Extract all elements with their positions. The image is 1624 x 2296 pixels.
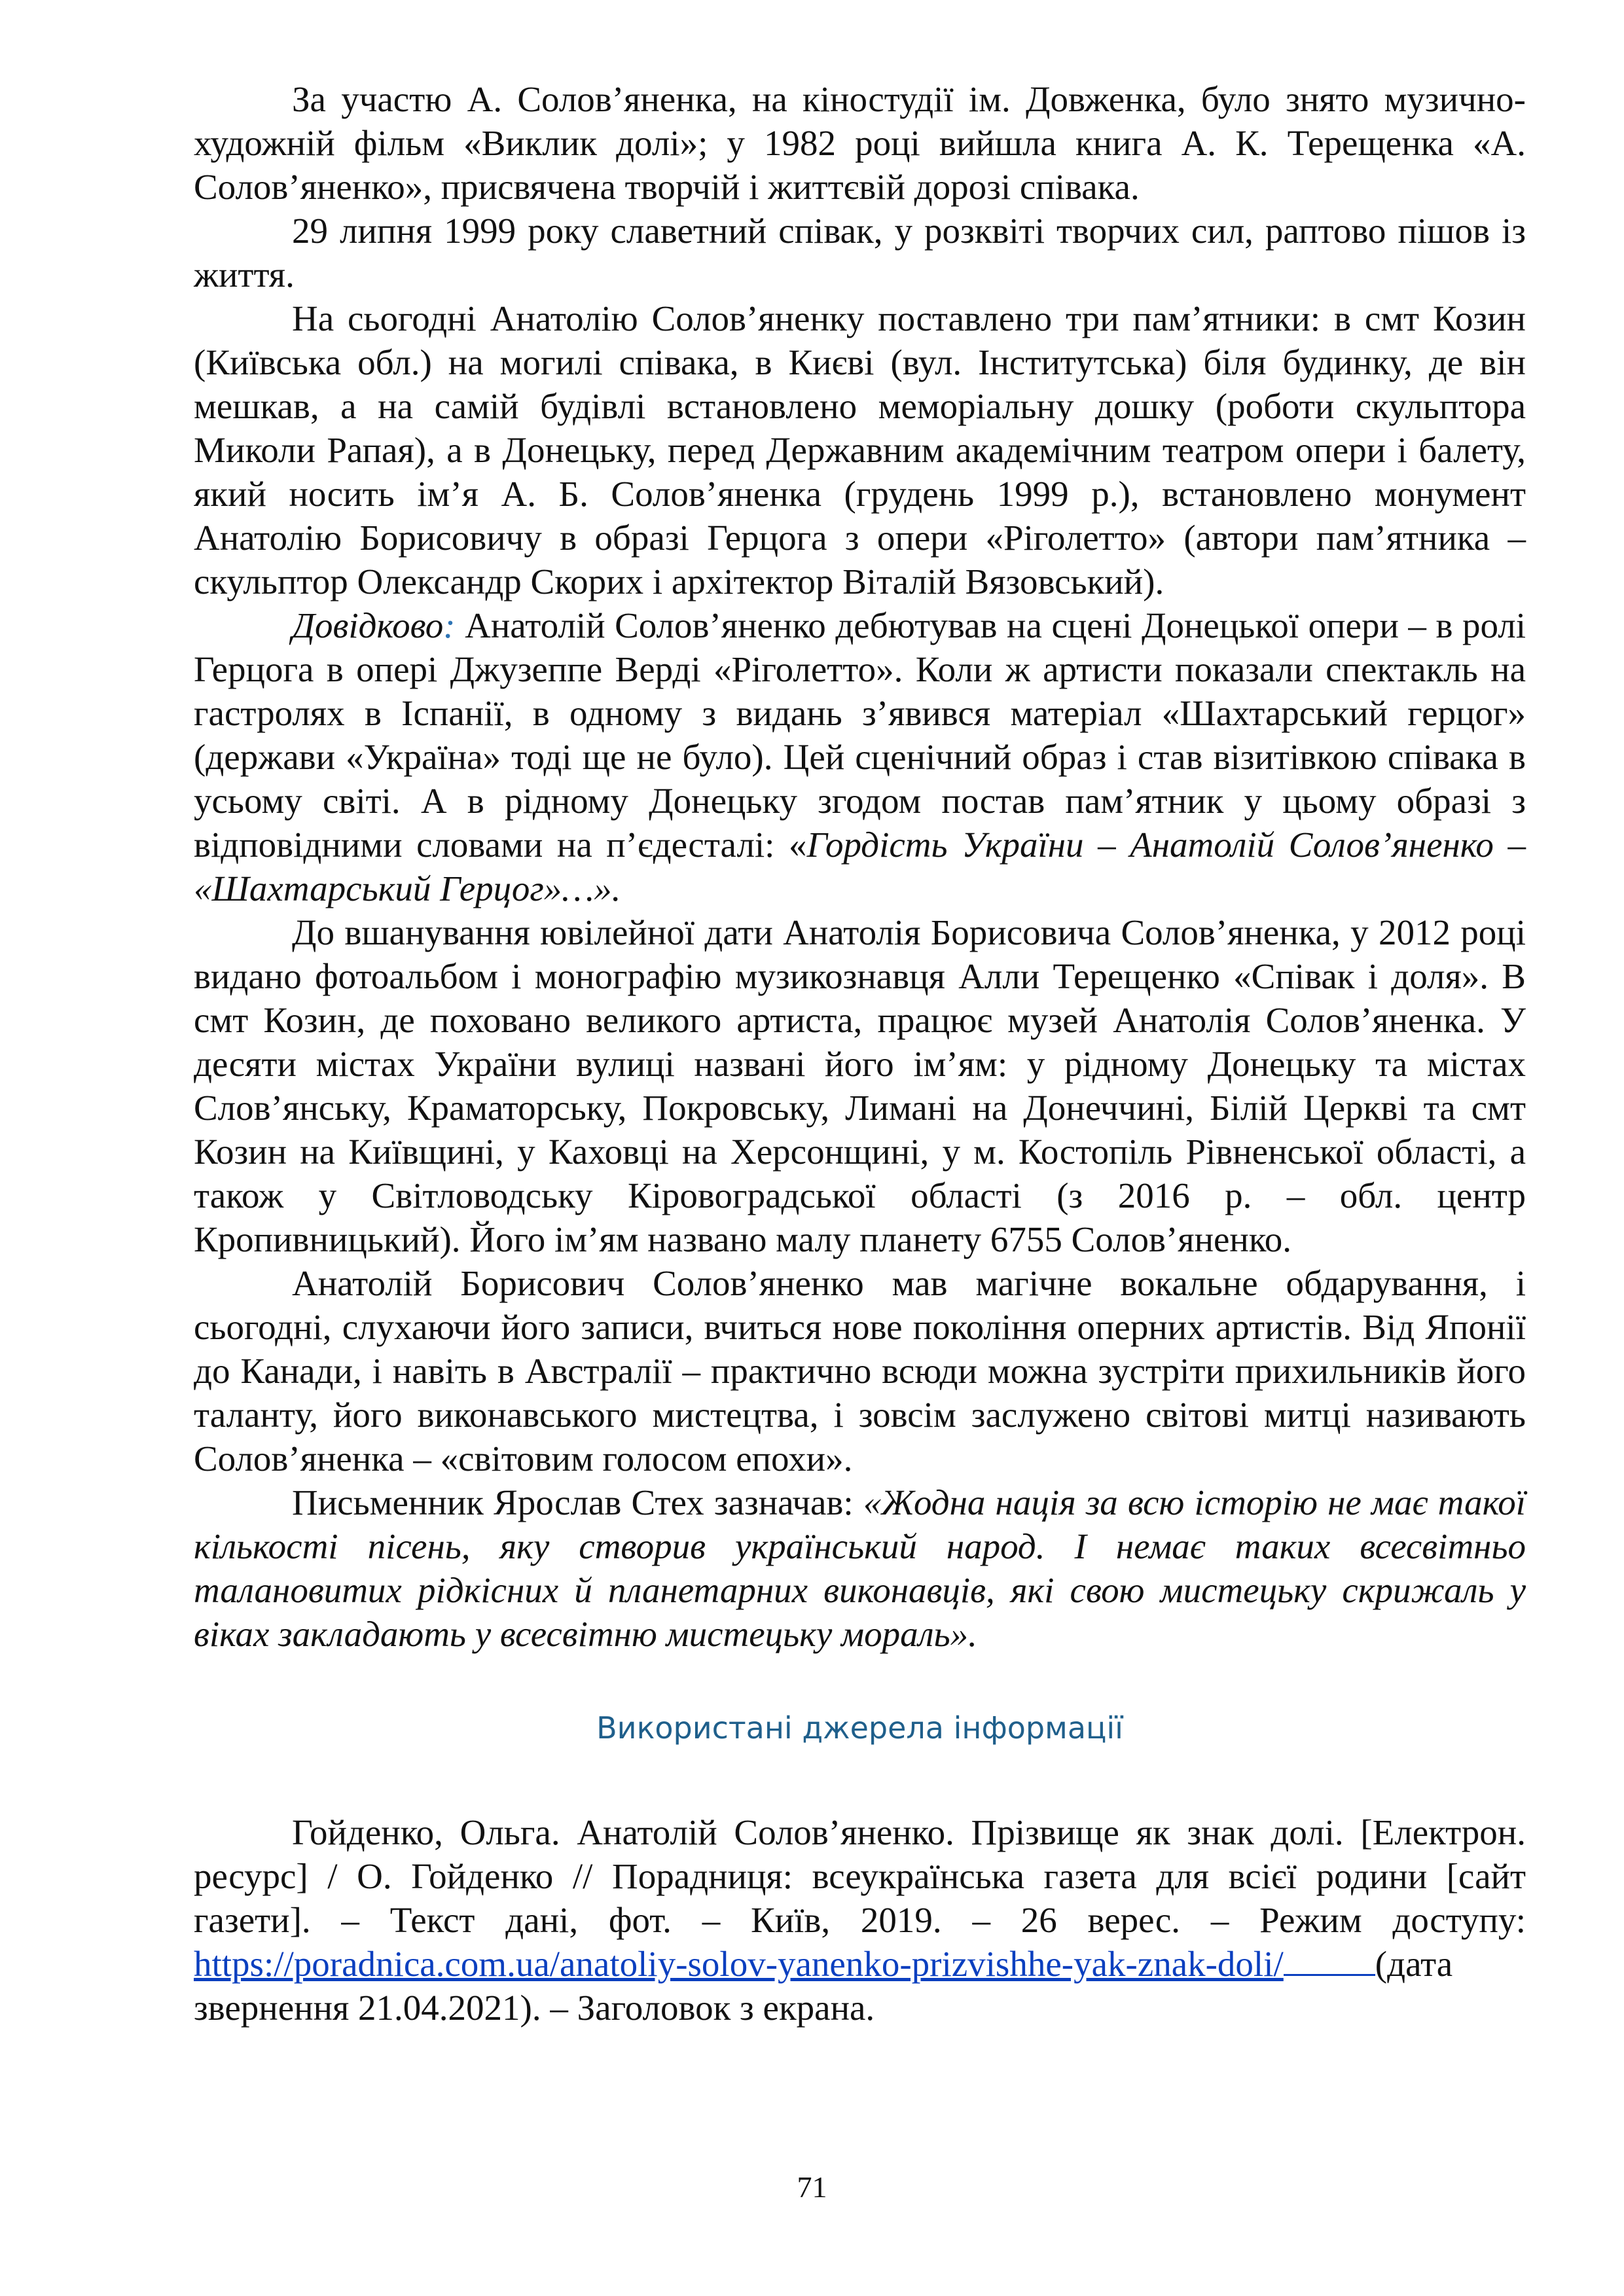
page-number: 71 [797, 2170, 827, 2204]
link-underline-gap [1284, 1945, 1375, 1976]
paragraph-monuments: На сьогодні Анатолію Солов’яненку поставлено три пам’ятники: в смт Козин (Київська обл.) на могилі співака, в Києві (вул. Інститутська) біля будинку, де він мешкав, а на самій будівлі встановлено меморіальну дошку (роботи скульптора Миколи Рапая), а в Донецьку, перед Державним академічним театром опери і балету, який носить ім’я А. Б. Солов’яненка (грудень 1999 р.), встановлено монумент Анатолію Борисовичу в образі Герцога з опери «Ріголетто» (автори пам’ятника – скульптор Олександр Скорих і архітектор Віталій Вязовський). [194, 298, 1526, 601]
paragraph-film-book: За участю А. Солов’яненка, на кіностудії ім. Довженка, було знято музично-художній фільм «Виклик долі»; у 1982 році вийшла книга А. К. Терещенка «А. Солов’яненко», присвячена творчій і життєвій дорозі співака. [194, 79, 1526, 207]
source-reference-tail: (дата звернення 21.04.2021). – Заголовок з екрана. [194, 1944, 1453, 2028]
paragraph-legacy: Анатолій Борисович Солов’яненко мав магічне вокальне обдарування, і сьогодні, слухаючи його записи, вчиться нове покоління оперних артистів. Від Японії до Канади, і навіть в Австралії – практично всюди можна зустріти прихильників його таланту, його виконавського мистецтва, і зовсім заслужено світові митці називають Солов’яненка – «світовим голосом епохи». [194, 1263, 1526, 1479]
reference-colon: : [443, 605, 456, 645]
pedestal-quote: Гордість України – Анатолій Солов’яненко – «Шахтарський Герцог»…». [194, 825, 1526, 908]
stekh-intro: Письменник Ярослав Стех зазначав: [292, 1482, 863, 1522]
pedestal-quote-open: « [789, 825, 807, 865]
paragraph-jubilee: До вшанування ювілейної дати Анатолія Борисовича Солов’яненка, у 2012 році видано фотоальбом і монографію музикознавця Алли Терещенко «Співак і доля». В смт Козин, де поховано великого артиста, працює музей Анатолія Солов’яненка. У десяти містах України вулиці названі його ім’ям: у рідному Донецьку та містах Слов’янську, Краматорську, Покровську, Лимані на Донеччині, Білій Церкві та смт Козин на Київщині, у Каховці на Херсонщині, у м. Костопіль Рівненської області, а також у Світловодську Кіровоградської області (з 2016 р. – обл. центр Кропивницький). Його ім’ям названо малу планету 6755 Солов’яненко. [194, 912, 1526, 1259]
source-reference-text: Гойденко, Ольга. Анатолій Солов’яненко. Прізвище як знак долі. [Електрон. ресурс] / О. Гойденко // Порадниця: всеукраїнська газета для всієї родини [сайт газети]. – Текст дані, фот. – Київ, 2019. – 26 верес. – Режим доступу: [194, 1812, 1526, 1940]
paragraph-reference-note [194, 603, 1526, 910]
document-page [194, 77, 1526, 2030]
reference-label: Довідково [292, 605, 444, 645]
paragraph-stekh-quote [194, 1480, 1526, 1656]
source-reference [194, 1810, 1526, 2030]
stekh-quote: «Жодна нація за всю історію не має такої кількості пісень, яку створив український народ. І немає таких всесвітньо талановитих рідкісних й планетарних виконавців, які свою мистецьку скрижаль у віках закладають у всесвітню мистецьку мораль». [194, 1482, 1526, 1654]
sources-heading: Використані джерела інформації [596, 1710, 1123, 1746]
reference-text: Анатолій Солов’яненко дебютував на сцені Донецької опери – в ролі Герцога в опері Джузеппе Верді «Ріголетто». Коли ж артисти показали спектакль на гастролях в Іспанії, в одному з видань з’явився матеріал «Шахтарський герцог» (держави «Україна» тоді ще не було). Цей сценічний образ і став візитівкою співака в усьому світі. А в рідному Донецьку згодом постав пам’ятник у цьому образі з відповідними словами на п’єдесталі: [194, 605, 1526, 865]
paragraph-death: 29 липня 1999 року славетний співак, у розквіті творчих сил, раптово пішов із життя. [194, 211, 1526, 295]
source-link[interactable]: https://poradnica.com.ua/anatoliy-solov-yanenko-prizvishhe-yak-znak-doli/ [194, 1944, 1284, 1984]
